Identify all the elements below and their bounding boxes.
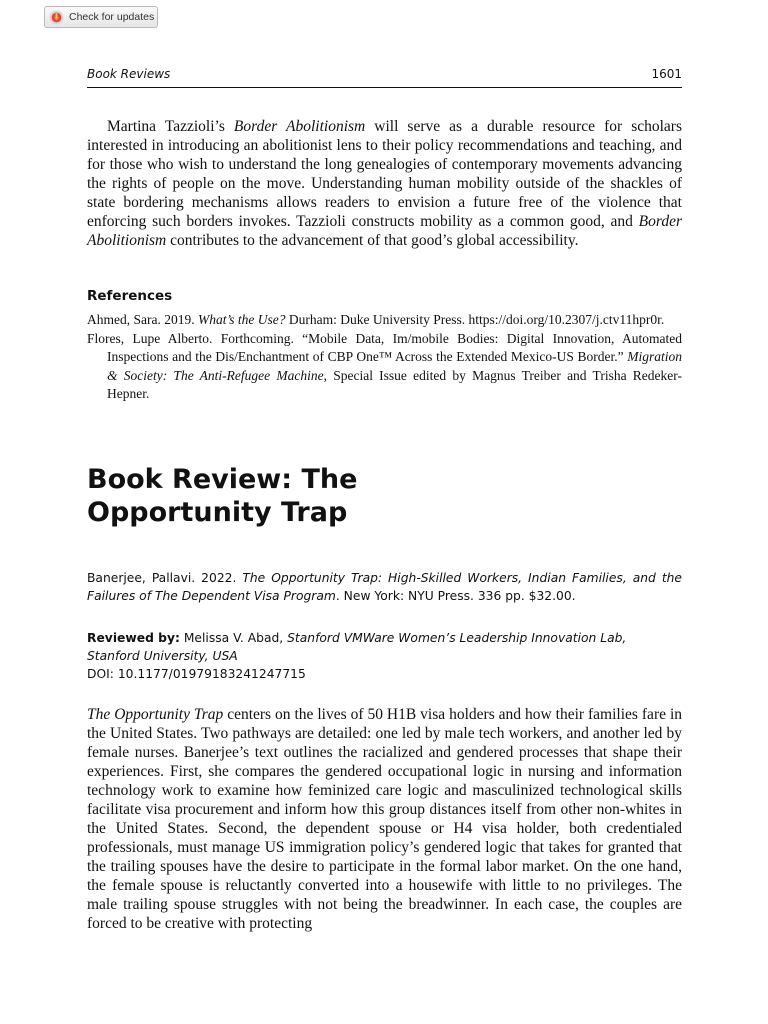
- citation-publisher: . New York: NYU Press. 336 pp. $32.00.: [335, 589, 576, 603]
- check-for-updates-label: Check for updates: [69, 11, 155, 23]
- book-title-italic: Border Abolitionism: [87, 213, 682, 249]
- citation-title: The Opportunity Trap: High-Skilled Workers, Indian Families, and the Failures of The Dependent Visa Program: [87, 571, 682, 603]
- text-run: Flores, Lupe Alberto. Forthcoming. “Mobile Data, Im/mobile Bodies: Digital Innovation, Automated Inspections and the Dis/Enchantment of CBP One™ Across the Extended Mexico-US Border.”: [87, 330, 682, 364]
- running-head: [87, 66, 682, 88]
- reviewer-name: Melissa V. Abad,: [179, 631, 288, 645]
- references-list: [87, 311, 682, 404]
- doi: DOI: 10.1177/01979183241247715: [87, 667, 306, 681]
- text-run: centers on the lives of 50 H1B visa holders and how their families fare in the United States. Two pathways are detailed: one led by male tech workers, and another led by female nurses. Banerjee’s text outlines the racialized and gendered processes that shape their experiences. First, she compares the gendered occupational logic in nursing and information technology work to examine how feminized care logic and masculinized technological skills facilitate visa procurement and inform how this group distances itself from other non-whites in the United States. Second, the dependent spouse or H4 visa holder, both credentialed professionals, must manage US immigration policy’s gendered logic that takes for granted that the trailing spouses have the desire to participate in the formal labor market. On the one hand, the female spouse is reluctantly converted into a housewife with little to no privileges. The male trailing spouse struggles with not being the breadwinner. In each case, the couples are forced to be creative with protecting: [87, 706, 682, 932]
- reviewer-line: [87, 629, 682, 665]
- book-title-italic: Border Abolitionism: [233, 118, 366, 135]
- reviewed-by-label: Reviewed by:: [87, 631, 180, 645]
- review-paragraph: [87, 705, 682, 933]
- text-run: will serve as a durable resource for scholars interested in introducing an abolitionist lens to their policy recommendations and teaching, and for those who wish to understand the long genealogies of contemporary movements advancing the rights of people on the move. Understanding human mobility outside of the shackles of state bordering mechanisms allows readers to envision a future free of the violence that enforcing such borders invokes. Tazzioli constructs mobility as a common good, and: [87, 118, 682, 230]
- text-run: contributes to the advancement of that good’s global accessibility.: [166, 232, 579, 249]
- reference-title: What’s the Use?: [197, 312, 286, 327]
- check-for-updates-button[interactable]: [44, 6, 158, 28]
- page-number: 1601: [651, 67, 682, 81]
- references-heading: References: [87, 288, 173, 304]
- review-title: Book Review: The Opportunity Trap: [87, 464, 358, 528]
- running-head-section: Book Reviews: [87, 67, 171, 81]
- reference-title: Migration & Society: The Anti-Refugee Machine: [107, 349, 682, 383]
- book-citation: [87, 569, 682, 605]
- reviewer-block: [87, 629, 682, 683]
- reviewer-affiliation: Stanford VMWare Women’s Leadership Innovation Lab, Stanford University, USA: [87, 631, 627, 663]
- book-title-italic: The Opportunity Trap: [87, 706, 224, 723]
- crossmark-icon: [49, 10, 64, 25]
- text-run: Ahmed, Sara. 2019.: [87, 312, 198, 327]
- text-run: , Special Issue edited by Magnus Treiber and Trisha Redeker-Hepner.: [107, 367, 682, 401]
- previous-review-paragraph: [87, 117, 682, 250]
- reference-item: [87, 330, 682, 404]
- text-run: Durham: Duke University Press. https://doi.org/10.2307/j.ctv11hpr0r.: [285, 312, 665, 327]
- citation-author: Banerjee, Pallavi. 2022.: [87, 571, 243, 585]
- reference-item: [87, 311, 682, 330]
- text-run: Martina Tazzioli’s: [107, 118, 234, 135]
